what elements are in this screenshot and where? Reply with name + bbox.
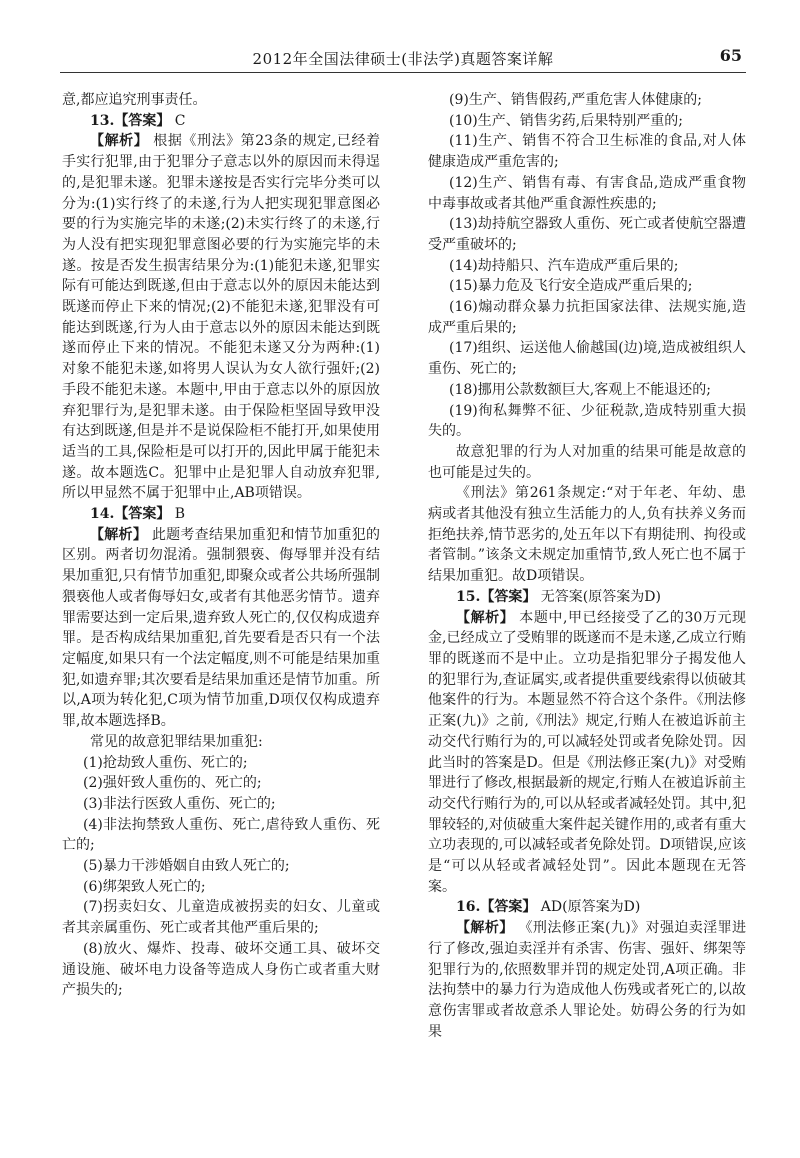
paragraph: [62, 897, 380, 938]
paragraph-text: (11)生产、销售不符合卫生标准的食品,对人体健康造成严重危害的;: [428, 133, 746, 171]
answer-label: 13.【答案】: [90, 112, 171, 129]
paragraph: [428, 442, 746, 483]
paragraph: [428, 897, 746, 918]
paragraph-text: 常见的故意犯罪结果加重犯:: [90, 733, 263, 750]
paragraph-text: (8)放火、爆炸、投毒、破坏交通工具、破坏交通设施、破坏电力设备等造成人身伤亡或者重大财产损失的;: [62, 940, 380, 999]
answer-label: 16.【答案】: [456, 899, 537, 916]
paragraph: [428, 608, 746, 898]
paragraph: [62, 525, 380, 732]
left-column: [62, 90, 380, 1110]
paragraph-text: 意,都应追究刑事责任。: [62, 92, 207, 108]
paragraph-text: (10)生产、销售劣药,后果特别严重的;: [449, 112, 683, 129]
page-header: [60, 46, 746, 73]
paragraph-text: (17)组织、运送他人偷越国(边)境,造成被组织人重伤、死亡的;: [428, 340, 746, 378]
paragraph: [428, 587, 746, 608]
page-number: 65: [719, 46, 742, 65]
paragraph: [62, 90, 380, 111]
paragraph: [428, 276, 746, 297]
paragraph-text: 《刑法修正案(九)》对强迫卖淫罪进行了修改,强迫卖淫并有杀害、伤害、强奸、绑架等犯罪行为的,依照数罪并罚的规定处罚,A项正确。非法拘禁中的暴力行为造成他人伤残或者死亡的,以故意伤害罪或者故意杀人罪论处。妨碍公务的行为如果: [428, 920, 746, 1040]
paragraph: [62, 856, 380, 877]
paragraph: [428, 173, 746, 214]
paragraph: [428, 131, 746, 172]
paragraph: [428, 483, 746, 587]
paragraph: [62, 111, 380, 132]
paragraph-text: (9)生产、销售假药,严重危害人体健康的;: [449, 92, 702, 108]
paragraph-text: 根据《刑法》第23条的规定,已经着手实行犯罪,由于犯罪分子意志以外的原因而未得逞的,是犯罪未遂。犯罪未遂按是否实行完毕分类可以分为:(1)实行终了的未遂,行为人把实现犯罪意图必要的行为实施完毕的未遂;(2)未实行终了的未遂,行为人没有把实现犯罪意图必要的行为实施完毕的未遂。按是否发生损害结果分为:(1)能犯未遂,犯罪实际有可能达到既遂,但由于意志以外的原因未能达到既遂而停止下来的情况;(2)不能犯未遂,犯罪没有可能达到既遂,行为人由于意志以外的原因未能达到既遂而停止下来的情况。不能犯未遂又分为两种:(1)对象不能犯未遂,如将男人误认为女人欲行强奸;(2)手段不能犯未遂。本题中,甲由于意志以外的原因放弃犯罪行为,是犯罪未遂。由于保险柜坚固导致甲没有达到既遂,但是并不是说保险柜不能打开,如果使用适当的工具,保险柜是可以打开的,因此甲属于能犯未遂。故本题选C。犯罪中止是犯罪人自动放弃犯罪,所以甲显然不属于犯罪中止,AB项错误。: [62, 133, 380, 502]
paragraph: [428, 214, 746, 255]
paragraph-text: (4)非法拘禁致人重伤、死亡,虐待致人重伤、死亡的;: [62, 816, 380, 854]
paragraph: [428, 338, 746, 379]
paragraph: [428, 90, 746, 111]
paragraph: [62, 794, 380, 815]
paragraph: [428, 380, 746, 401]
paragraph-text: (7)拐卖妇女、儿童造成被拐卖的妇女、儿童或者其亲属重伤、死亡或者其他严重后果的;: [62, 899, 380, 937]
paragraph-text: 故意犯罪的行为人对加重的结果可能是故意的也可能是过失的。: [428, 443, 746, 481]
paragraph-text: (5)暴力干涉婚姻自由致人死亡的;: [83, 858, 290, 875]
paragraph-text: 无答案(原答案为D): [536, 588, 661, 605]
answer-label: 14.【答案】: [90, 506, 171, 523]
paragraph: [428, 297, 746, 338]
paragraph: [62, 815, 380, 856]
paragraph-text: (15)暴力危及飞行安全造成严重后果的;: [449, 278, 693, 295]
paragraph-text: (3)非法行医致人重伤、死亡的;: [83, 795, 276, 812]
paragraph-text: (16)煽动群众暴力抗拒国家法律、法规实施,造成严重后果的;: [428, 299, 746, 336]
paragraph-text: (14)劫持船只、汽车造成严重后果的;: [449, 257, 679, 274]
paragraph-text: (12)生产、销售有毒、有害食品,造成严重食物中毒事故或者其他严重食源性疾患的;: [428, 174, 746, 212]
paragraph-text: (18)挪用公款数额巨大,客观上不能退还的;: [449, 381, 711, 398]
paragraph-text: (6)绑架致人死亡的;: [83, 878, 206, 895]
paragraph-text: (19)徇私舞弊不征、少征税款,造成特别重大损失的。: [428, 402, 746, 440]
paragraph: [428, 256, 746, 277]
paragraph-text: 此题考查结果加重犯和情节加重犯的区别。两者切勿混淆。强制猥亵、侮辱罪并没有结果加重犯,只有情节加重犯,即聚众或者公共场所强制猥亵他人或者侮辱妇女,或者有其他恶劣情节。遗弃罪需要达到一定后果,遗弃致人死亡的,仅仅构成遗弃罪。是否构成结果加重犯,首先要看是否只有一个法定幅度,如果只有一个法定幅度,则不可能是结果加重犯,如遗弃罪;其次要看是结果加重还是情节加重。所以,A项为转化犯,C项为情节加重,D项仅仅构成遗弃罪,故本题选择B。: [62, 526, 380, 730]
answer-label: 【解析】: [90, 133, 149, 150]
paragraph: [62, 773, 380, 794]
paragraph-text: C: [170, 112, 186, 129]
paragraph: [62, 131, 380, 504]
paragraph: [428, 918, 746, 1042]
answer-label: 15.【答案】: [456, 588, 537, 605]
paragraph: [62, 753, 380, 774]
answer-label: 【解析】: [90, 526, 148, 543]
paragraph-text: (13)劫持航空器致人重伤、死亡或者使航空器遭受严重破坏的;: [428, 216, 746, 253]
answer-label: 【解析】: [456, 920, 514, 937]
paragraph: [62, 939, 380, 1001]
paragraph: [62, 877, 380, 898]
paragraph: [428, 111, 746, 132]
header-title: 2012年全国法律硕士(非法学)真题答案详解: [252, 50, 554, 68]
paragraph-text: AD(原答案为D): [536, 899, 641, 916]
right-column: [428, 90, 746, 1110]
paragraph: [428, 401, 746, 442]
paragraph-text: B: [170, 506, 186, 523]
paragraph-text: 《刑法》第261条规定:“对于年老、年幼、患病或者其他没有独立生活能力的人,负有扶养义务而拒绝扶养,情节恶劣的,处五年以下有期徒刑、拘役或者管制。”该条文未规定加重情节,致人死亡也不属于结果加重犯。故D项错误。: [428, 485, 746, 585]
paragraph-text: 本题中,甲已经接受了乙的30万元现金,已经成立了受贿罪的既遂而不是未遂,乙成立行贿罪的既遂而不是中止。立功是指犯罪分子揭发他人的犯罪行为,查证属实,或者提供重要线索得以侦破其他案件的行为。本题显然不符合这个条件。《刑法修正案(九)》之前,《刑法》规定,行贿人在被追诉前主动交代行贿行为的,可以减轻处罚或者免除处罚。因此当时的答案是D。但是《刑法修正案(九)》对受贿罪进行了修改,根据最新的规定,行贿人在被追诉前主动交代行贿行为的,可以从轻或者减轻处罚。其中,犯罪较轻的,对侦破重大案件起关键作用的,或者有重大立功表现的,可以减轻或者免除处罚。D项错误,应该是“可以从轻或者减轻处罚”。因此本题现在无答案。: [428, 609, 746, 895]
paragraph: [62, 504, 380, 525]
answer-label: 【解析】: [456, 609, 515, 626]
paragraph-text: (2)强奸致人重伤的、死亡的;: [83, 775, 262, 792]
paragraph: [62, 732, 380, 753]
paragraph-text: (1)抢劫致人重伤、死亡的;: [83, 754, 248, 771]
